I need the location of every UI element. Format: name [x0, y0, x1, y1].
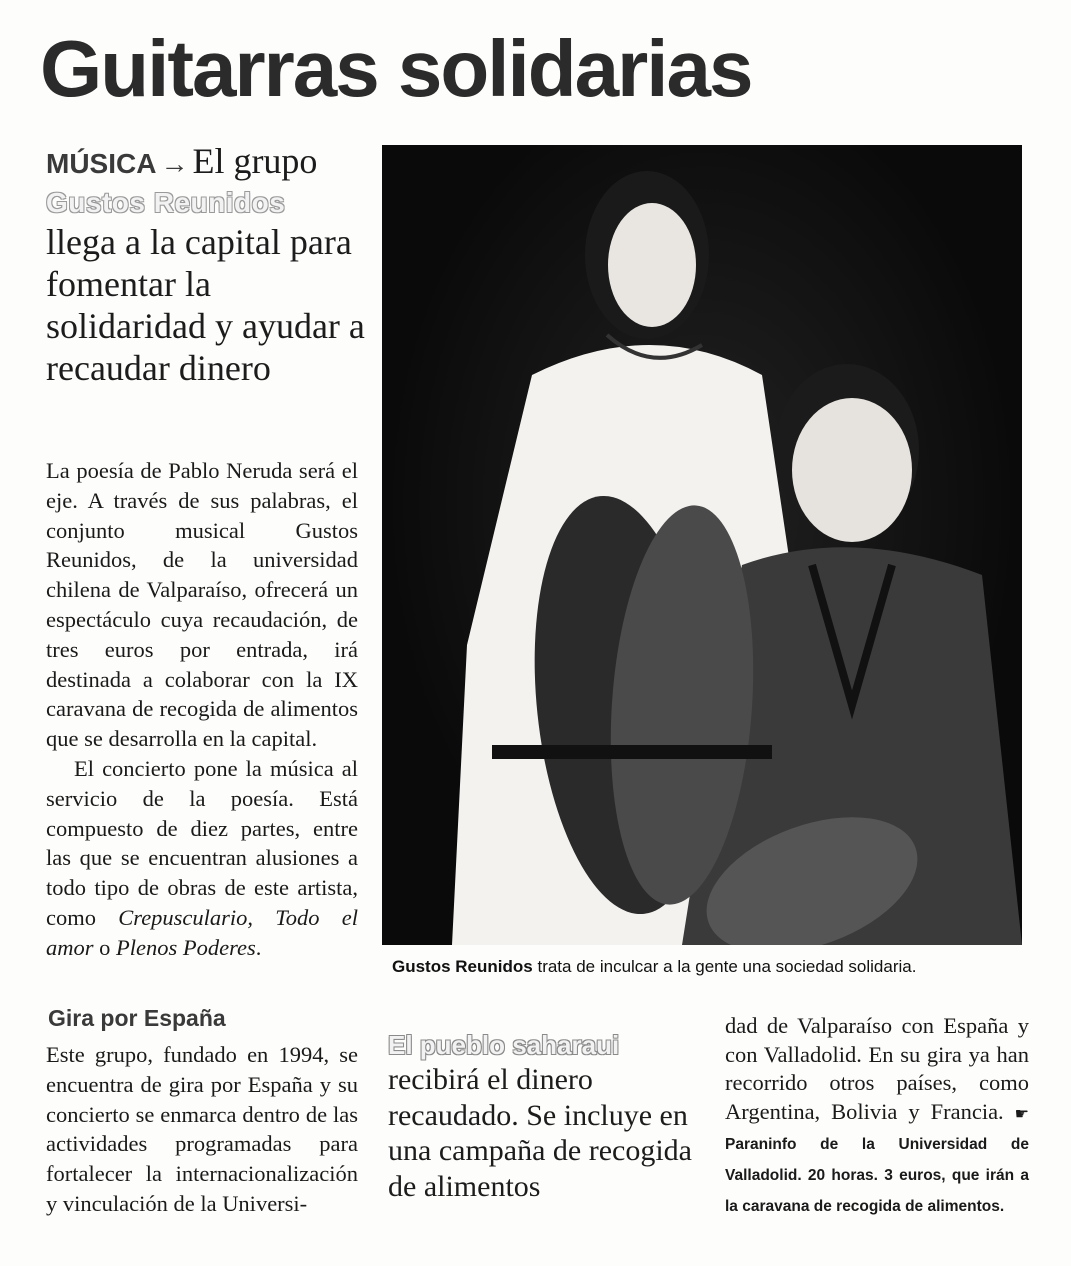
photo	[382, 145, 1022, 945]
subhead: Gira por España	[48, 1005, 226, 1031]
work-title-2: Plenos Poderes	[116, 934, 256, 960]
arrow-icon: →	[160, 148, 189, 179]
paragraph-2-conjunction: o	[99, 934, 111, 960]
lede-start: El grupo	[192, 141, 318, 181]
paragraph-2-text: El concierto pone la música al servicio de la poesía. Está compuesto de diez partes, entre las que se encuentran alusiones a todo tipo de obras de este artista, como	[46, 755, 358, 930]
paragraph-2	[46, 754, 358, 963]
body-column-1-continued	[46, 1040, 358, 1219]
photo-illustration	[382, 145, 1022, 945]
section-label: MÚSICA	[46, 148, 157, 179]
photo-caption	[392, 957, 1032, 977]
pull-quote-text: recibirá el dinero recaudado. Se incluye en una campaña de recogida de alimentos	[388, 1063, 692, 1203]
caption-text: trata de inculcar a la gente una sociedad solidaria.	[537, 957, 917, 976]
body-column-3	[725, 1012, 1029, 1221]
paragraph-3: Este grupo, fundado en 1994, se encuentra de gira por España y su concierto se enmarca dentro de las actividades programadas para fortalecer la internacionalización y vinculación de la Universi-	[46, 1042, 358, 1216]
pull-quote	[388, 1028, 708, 1204]
paragraph-2-end: .	[255, 934, 262, 960]
event-info: Paraninfo de la Universidad de Valladolid. 20 horas. 3 euros, que irán a la caravana de recogida de alimentos.	[725, 1136, 1029, 1215]
paragraph-1: La poesía de Pablo Neruda será el eje. A través de sus palabras, el conjunto musical Gustos Reunidos, de la universidad chilena de Valparaíso, ofrecerá un espectáculo cuya recaudación, de tres euros por entrada, irá destinada a colaborar con la IX caravana de recogida de alimentos que se desarrolla en la capital.	[46, 458, 358, 752]
lede-group-name: Gustos Reunidos	[46, 187, 286, 218]
body-column-1	[46, 456, 358, 963]
work-title-1: Crepusculario, Todo el amor	[46, 904, 359, 960]
caption-bold: Gustos Reunidos	[392, 957, 533, 976]
pull-quote-title: El pueblo saharaui	[388, 1030, 620, 1060]
lede-text: llega a la capital para fomentar la solidaridad y ayudar a recaudar dinero	[46, 222, 365, 388]
headline: Guitarras solidarias	[40, 24, 752, 113]
pointing-hand-icon: ☛	[1014, 1103, 1029, 1123]
paragraph-4: dad de Valparaíso con España y con Valladolid. En su gira ya han recorrido otros países, como Argentina, Bolivia y Francia.	[725, 1013, 1029, 1124]
lede	[46, 140, 376, 389]
